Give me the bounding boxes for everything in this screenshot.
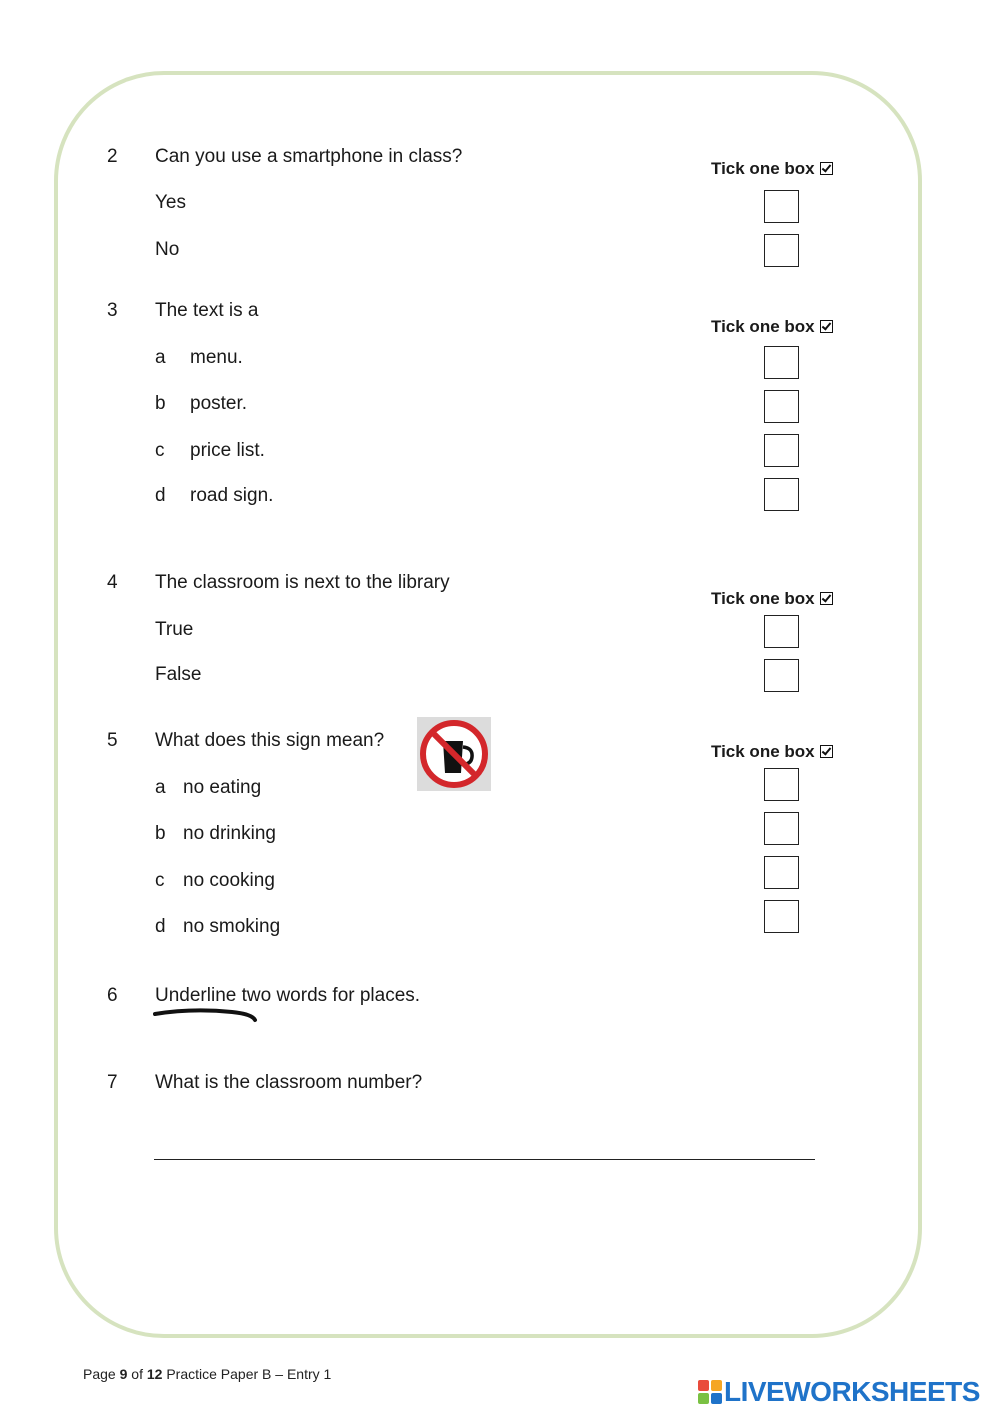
tick-box-q5-a[interactable] bbox=[764, 768, 799, 801]
option-label: Yes bbox=[155, 192, 186, 213]
question-5-text: What does this sign mean? bbox=[155, 730, 385, 751]
tick-box-q4-true[interactable] bbox=[764, 615, 799, 648]
tick-box-q3-b[interactable] bbox=[764, 390, 799, 423]
tick-one-box-label: Tick one box bbox=[711, 317, 833, 337]
tick-box-q5-d[interactable] bbox=[764, 900, 799, 933]
question-7-text: What is the classroom number? bbox=[155, 1072, 423, 1093]
question-2-text: Can you use a smartphone in class? bbox=[155, 146, 463, 167]
option-label: road sign. bbox=[190, 485, 274, 506]
question-number: 2 bbox=[107, 146, 118, 167]
option-label: False bbox=[155, 664, 202, 685]
option-letter: c bbox=[155, 870, 165, 891]
checkbox-icon bbox=[820, 320, 833, 333]
question-6-text: Underline two words for places. bbox=[155, 985, 421, 1006]
option-label: price list. bbox=[190, 440, 265, 461]
option-label: menu. bbox=[190, 347, 243, 368]
option-label: no cooking bbox=[183, 870, 275, 891]
tick-one-box-label: Tick one box bbox=[711, 742, 833, 762]
answer-line bbox=[154, 1159, 815, 1160]
question-number: 3 bbox=[107, 300, 118, 321]
liveworksheets-logo-icon bbox=[698, 1380, 722, 1404]
classroom-number-answer-input[interactable] bbox=[154, 1125, 819, 1159]
tick-box-q3-c[interactable] bbox=[764, 434, 799, 467]
option-letter: b bbox=[155, 393, 166, 414]
footer-of: of bbox=[131, 1366, 143, 1382]
option-letter: d bbox=[155, 485, 166, 506]
liveworksheets-logo-text: LIVEWORKSHEETS bbox=[724, 1376, 980, 1407]
question-number: 5 bbox=[107, 730, 118, 751]
option-letter: d bbox=[155, 916, 166, 937]
liveworksheets-logo bbox=[698, 1374, 980, 1410]
footer-title: Practice Paper B – Entry 1 bbox=[166, 1366, 332, 1382]
tick-box-q2-no[interactable] bbox=[764, 234, 799, 267]
question-number: 6 bbox=[107, 985, 118, 1006]
option-letter: a bbox=[155, 347, 166, 368]
page-footer bbox=[83, 1366, 331, 1382]
tick-box-q3-d[interactable] bbox=[764, 478, 799, 511]
option-letter: a bbox=[155, 777, 166, 798]
option-label: poster. bbox=[190, 393, 248, 414]
option-label: no eating bbox=[183, 777, 262, 798]
tick-box-q5-c[interactable] bbox=[764, 856, 799, 889]
question-3-text: The text is a bbox=[155, 300, 259, 321]
tick-one-box-label: Tick one box bbox=[711, 589, 833, 609]
footer-page-total: 12 bbox=[146, 1366, 163, 1382]
question-number: 4 bbox=[107, 572, 118, 593]
option-label: no smoking bbox=[183, 916, 281, 937]
checkbox-icon bbox=[820, 745, 833, 758]
option-label: No bbox=[155, 239, 180, 260]
question-number: 7 bbox=[107, 1072, 118, 1093]
tick-box-q5-b[interactable] bbox=[764, 812, 799, 845]
checkbox-icon bbox=[820, 162, 833, 175]
tick-one-box-label: Tick one box bbox=[711, 159, 833, 179]
option-label: True bbox=[155, 619, 194, 640]
option-letter: c bbox=[155, 440, 165, 461]
option-letter: b bbox=[155, 823, 166, 844]
tick-box-q2-yes[interactable] bbox=[764, 190, 799, 223]
no-drinking-sign-icon bbox=[417, 717, 491, 791]
option-label: no drinking bbox=[183, 823, 276, 844]
question-4-text: The classroom is next to the library bbox=[155, 572, 450, 593]
tick-box-q4-false[interactable] bbox=[764, 659, 799, 692]
hand-drawn-underline bbox=[152, 1006, 260, 1026]
tick-box-q3-a[interactable] bbox=[764, 346, 799, 379]
footer-prefix: Page bbox=[83, 1366, 116, 1382]
footer-page-number: 9 bbox=[119, 1366, 128, 1382]
checkbox-icon bbox=[820, 592, 833, 605]
